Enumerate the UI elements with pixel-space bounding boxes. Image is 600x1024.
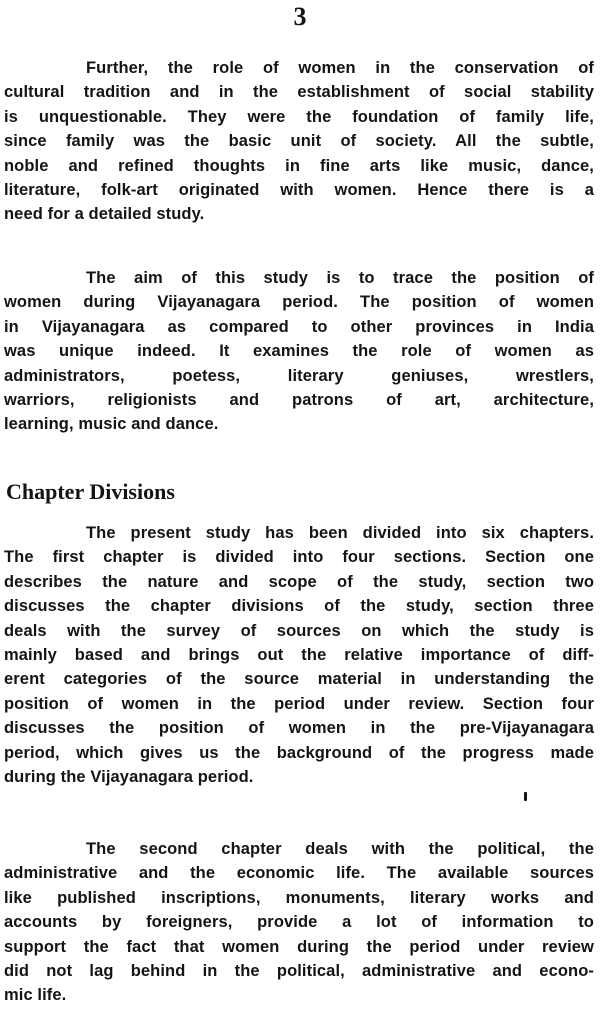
text-line: noble and refined thoughts in fine arts like music, dance, [4, 156, 594, 175]
text-line: describes the nature and scope of the study, section two [4, 572, 594, 591]
text-line: support the fact that women during the period under review [4, 937, 594, 956]
text-line: period, which gives us the background of the progress made [4, 743, 594, 762]
text-line: did not lag behind in the political, administrative and econo- [4, 962, 594, 981]
text-line: like published inscriptions, monuments, literary works and [4, 888, 594, 907]
text-line: warriors, religionists and patrons of art, architecture, [4, 391, 594, 410]
paragraph-second-chapter [4, 837, 594, 1008]
text-line: The present study has been divided into six chapters. [86, 524, 594, 542]
text-line: mainly based and brings out the relative importance of diff- [4, 646, 594, 665]
text-line: administrative and the economic life. The available sources [4, 864, 594, 883]
paragraph-women-role [4, 56, 594, 227]
text-line: The first chapter is divided into four sections. Section one [4, 548, 594, 567]
text-line: need for a detailed study. [4, 205, 205, 224]
text-line: administrators, poetess, literary geniuses, wrestlers, [4, 366, 594, 385]
page-number: 3 [293, 2, 307, 31]
text-line: mic life. [4, 986, 67, 1005]
text-line: accounts by foreigners, provide a lot of information to [4, 913, 594, 932]
text-line: discusses the position of women in the pre-Vijayanagara [4, 719, 594, 738]
section-heading: Chapter Divisions [6, 479, 175, 504]
text-line: is unquestionable. They were the foundation of family life, [4, 107, 594, 126]
text-line: women during Vijayanagara period. The position of women [4, 293, 594, 312]
text-line: in Vijayanagara as compared to other provinces in India [4, 317, 594, 336]
text-line: since family was the basic unit of society. All the subtle, [4, 132, 594, 151]
text-line: cultural tradition and in the establishment of social stability [4, 83, 594, 102]
text-line: discusses the chapter divisions of the study, section three [4, 597, 594, 616]
text-line: learning, music and dance. [4, 415, 219, 434]
text-line: The aim of this study is to trace the position of [86, 269, 594, 287]
paragraph-first-chapter [4, 521, 594, 789]
text-line: Further, the role of women in the conservation of [86, 59, 594, 77]
text-line: erent categories of the source material in understanding the [4, 670, 594, 689]
text-line: position of women in the period under review. Section four [4, 694, 594, 713]
ink-speck [524, 792, 527, 801]
paragraph-aim-of-study [4, 266, 594, 437]
text-line: was unique indeed. It examines the role of women as [4, 342, 594, 361]
text-line: during the Vijayanagara period. [4, 768, 254, 787]
text-line: deals with the survey of sources on which the study is [4, 621, 594, 640]
text-line: The second chapter deals with the political, the [86, 840, 594, 858]
text-line: literature, folk-art originated with women. Hence there is a [4, 181, 594, 200]
